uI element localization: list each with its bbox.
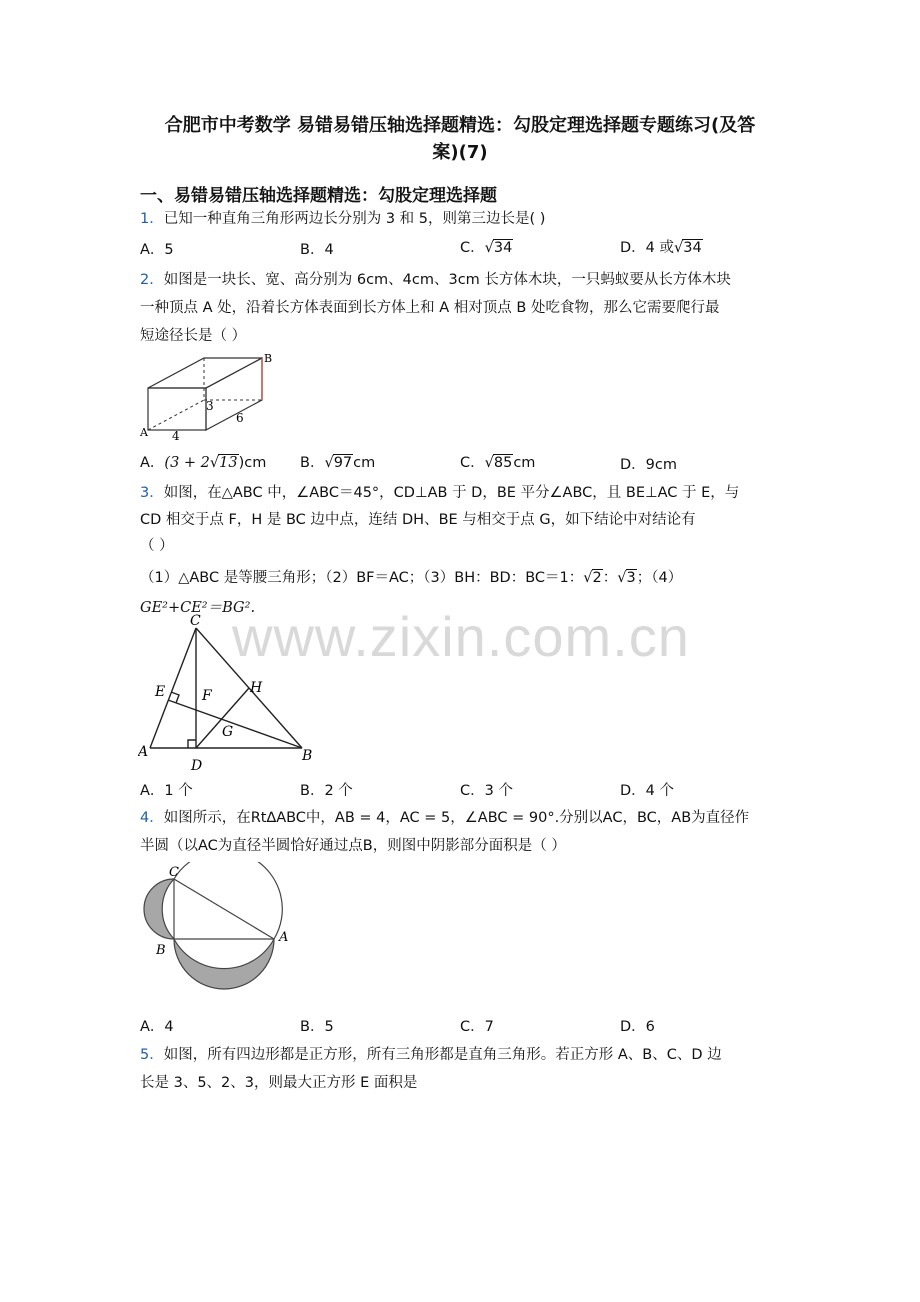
- point-label-f: F: [202, 688, 212, 704]
- document-title: [140, 112, 780, 166]
- radicand: 13: [219, 455, 238, 471]
- option-label: C．: [460, 455, 485, 471]
- point-label-b: B: [302, 748, 313, 764]
- option-unit: cm: [513, 455, 536, 471]
- point-label-g: G: [222, 724, 234, 740]
- watermark: www.zixin.com.cn: [232, 605, 690, 668]
- q4-option-a: A．4: [140, 1019, 174, 1035]
- q4-option-b: B．5: [300, 1019, 334, 1035]
- triangle-figure: [138, 614, 318, 778]
- question-3-line-4: [140, 566, 682, 587]
- question-3-line-3: （ ）: [140, 538, 174, 554]
- question-3-line-5: GE²+CE²＝BG².: [140, 600, 256, 616]
- point-label-c: C: [190, 614, 201, 629]
- question-number: 2．: [140, 272, 164, 288]
- point-label-e: E: [155, 684, 166, 700]
- sqrt-sign: √: [583, 570, 593, 586]
- question-4-line-2: 半圆（以AC为直径半圆恰好通过点B，则图中阴影部分面积是（ ）: [140, 838, 566, 854]
- question-5-line-2: 长是 3、5、2、3，则最大正方形 E 面积是: [140, 1075, 418, 1091]
- option-expr-pre: (3 + 2: [164, 455, 210, 471]
- q3-option-a: A．1 个: [140, 783, 193, 799]
- sqrt-sign: √: [484, 240, 494, 256]
- q4-option-d: D．6: [620, 1019, 655, 1035]
- q2-option-a: [140, 451, 266, 472]
- cuboid-figure: [138, 348, 278, 444]
- semicircle-figure: [138, 862, 298, 992]
- question-number: 4．: [140, 810, 164, 826]
- question-text: 如图所示，在Rt∆ABC中，AB = 4，AC = 5，∠ABC = 90°.分别以AC，BC，AB为直径作: [163, 810, 750, 826]
- radicand: 97: [333, 455, 353, 471]
- question-number: 3．: [140, 485, 164, 501]
- q2-option-d: D．9cm: [620, 457, 677, 473]
- question-2-line-2: 一种顶点 A 处，沿着长方体表面到长方体上和 A 相对顶点 B 处吃食物，那么它需要爬行最: [140, 300, 720, 316]
- sqrt-sign: √: [209, 455, 220, 471]
- q1-option-a: A．5: [140, 242, 174, 258]
- sqrt-sign: √: [484, 455, 494, 471]
- section-heading: 一、易错易错压轴选择题精选：勾股定理选择题: [140, 186, 497, 206]
- question-text: 如图是一块长、宽、高分别为 6cm、4cm、3cm 长方体木块，一只蚂蚁要从长方体木块: [163, 272, 731, 288]
- q3-option-c: C．3 个: [460, 783, 513, 799]
- question-1: [140, 207, 545, 228]
- q3-option-b: B．2 个: [300, 783, 353, 799]
- q2-option-c: [460, 451, 535, 472]
- point-label-b: B: [156, 943, 166, 958]
- question-2-line-3: 短途径长是（ ）: [140, 328, 247, 344]
- vertex-label-b: B: [264, 352, 273, 365]
- q1-option-d: [620, 236, 703, 257]
- question-number: 5．: [140, 1047, 164, 1063]
- question-4: [140, 806, 749, 827]
- q2-option-b: [300, 451, 375, 472]
- question-text: 如图，在△ABC 中，∠ABC＝45°，CD⊥AB 于 D，BE 平分∠ABC，且 BE⊥AC 于 E，与: [163, 485, 740, 501]
- point-label-a: A: [279, 930, 289, 945]
- statement-text: （1）△ABC 是等腰三角形；（2）BF＝AC；（3）BH：BD：BC＝1：: [140, 570, 584, 586]
- q1-option-c: [460, 236, 513, 257]
- ratio-separator: ：: [602, 570, 618, 586]
- sqrt-sign: √: [674, 240, 684, 256]
- title-line-1: 合肥市中考数学 易错易错压轴选择题精选：勾股定理选择题专题练习(及答: [164, 115, 756, 136]
- point-label-d: D: [191, 758, 203, 774]
- height-label: 3: [206, 399, 214, 413]
- option-label: C．: [460, 240, 485, 256]
- q3-option-d: D．4 个: [620, 783, 674, 799]
- question-text: 已知一种直角三角形两边长分别为 3 和 5，则第三边长是( ): [163, 211, 546, 227]
- length-label: 4: [172, 429, 180, 443]
- option-label: B．: [300, 455, 325, 471]
- sqrt-sign: √: [617, 570, 627, 586]
- vertex-label-a: A: [140, 426, 148, 439]
- option-unit: cm: [353, 455, 376, 471]
- question-number: 1．: [140, 211, 164, 227]
- radicand: 85: [493, 455, 513, 471]
- statement-text: ；（4）: [636, 570, 683, 586]
- question-3-line-2: CD 相交于点 F，H 是 BC 边中点，连结 DH、BE 与相交于点 G，如下结论中对结论有: [140, 512, 696, 528]
- option-label: A．: [140, 455, 165, 471]
- point-label-c: C: [169, 865, 179, 880]
- question-text: 如图，所有四边形都是正方形，所有三角形都是直角三角形。若正方形 A、B、C、D 边: [163, 1047, 722, 1063]
- point-label-h: H: [250, 680, 263, 696]
- title-line-2: 案)(7): [432, 142, 488, 163]
- option-label: D．4 或: [620, 240, 674, 256]
- question-5: [140, 1043, 722, 1064]
- sqrt-sign: √: [324, 455, 334, 471]
- option-expr-post: )cm: [238, 455, 267, 471]
- radicand: 34: [683, 240, 702, 256]
- question-2: [140, 268, 731, 289]
- question-3: [140, 481, 739, 502]
- radicand: 3: [626, 570, 636, 586]
- radicand: 34: [493, 240, 513, 256]
- width-label: 6: [236, 411, 244, 425]
- q1-option-b: B．4: [300, 242, 334, 258]
- point-label-a: A: [138, 744, 149, 760]
- q4-option-c: C．7: [460, 1019, 494, 1035]
- radicand: 2: [592, 570, 602, 586]
